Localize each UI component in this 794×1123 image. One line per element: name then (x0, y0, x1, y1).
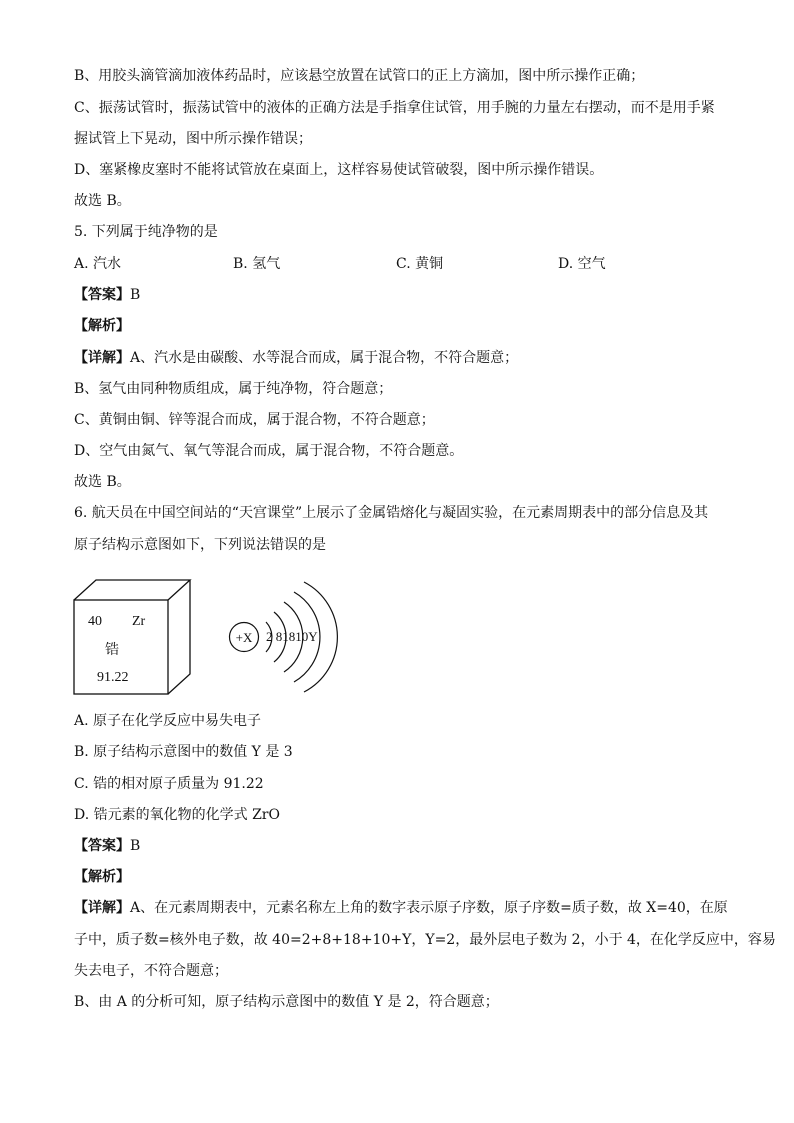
electron-counts: 2 81810Y (266, 629, 318, 644)
q5-conclusion: 故选 B。 (74, 474, 131, 490)
q6-stem: 6. 航天员在中国空间站的“天宫课堂”上展示了金属锆熔化与凝固实验，在元素周期表中的部分信息及其 (74, 505, 709, 521)
q6-detail-a (74, 898, 728, 918)
detail-text: A、在元素周期表中，元素名称左上角的数字表示原子序数，原子序数=质子数，故 X=40，在原 (130, 900, 728, 916)
nucleus-charge: +X (235, 630, 253, 645)
detail-text: A、汽水是由碳酸、水等混合而成，属于混合物，不符合题意； (130, 350, 519, 366)
q6-answer (74, 836, 140, 856)
answer-tag: 【答案】 (74, 838, 130, 854)
q6-option-c: C. 锆的相对原子质量为 91.22 (74, 776, 264, 792)
tile-top-face (74, 580, 190, 600)
q5-detail-a (74, 348, 518, 368)
detail-tag: 【详解】 (74, 900, 130, 916)
q5-detail-c: C、黄铜由铜、锌等混合而成，属于混合物，不符合题意； (74, 412, 435, 428)
q4-option-c-explanation-cont: 握试管上下晃动，图中所示操作错误； (74, 131, 312, 147)
q5-option-c: C. 黄铜 (396, 256, 444, 272)
q5-stem: 5. 下列属于纯净物的是 (74, 224, 218, 240)
q6-option-a: A. 原子在化学反应中易失电子 (74, 713, 262, 729)
q6-option-d: D. 锆元素的氧化物的化学式 ZrO (74, 807, 280, 823)
q5-option-a: A. 汽水 (74, 256, 122, 272)
q5-option-b: B. 氢气 (233, 256, 281, 272)
analysis-tag: 【解析】 (74, 318, 130, 334)
element-atomic-mass: 91.22 (97, 670, 129, 685)
q6-analysis-heading (74, 867, 130, 887)
answer-value: B (130, 838, 141, 854)
q4-conclusion: 故选 B。 (74, 193, 131, 209)
q5-analysis-heading (74, 316, 130, 336)
q5-detail-b: B、氢气由同种物质组成，属于纯净物，符合题意； (74, 381, 393, 397)
q4-option-d-explanation: D、塞紧橡皮塞时不能将试管放在桌面上，这样容易使试管破裂，图中所示操作错误。 (74, 162, 604, 178)
element-symbol: Zr (132, 614, 146, 629)
element-name: 锆 (105, 642, 119, 658)
element-atomic-number: 40 (88, 614, 102, 629)
q6-detail-a-cont2: 失去电子，不符合题意； (74, 963, 228, 979)
q5-answer (74, 285, 140, 305)
q6-detail-a-cont: 子中，质子数=核外电子数，故 40=2+8+18+10+Y，Y=2，最外层电子数为 2，小于 4，在化学反应中，容易 (74, 932, 776, 948)
answer-value: B (130, 287, 141, 303)
detail-tag: 【详解】 (74, 350, 130, 366)
q4-option-b-explanation: B、用胶头滴管滴加液体药品时，应该悬空放置在试管口的正上方滴加，图中所示操作正确； (74, 68, 645, 84)
analysis-tag: 【解析】 (74, 869, 130, 885)
q6-option-b: B. 原子结构示意图中的数值 Y 是 3 (74, 744, 293, 760)
element-tile-figure (70, 578, 200, 698)
q5-option-d: D. 空气 (558, 256, 606, 272)
q6-stem-cont: 原子结构示意图如下，下列说法错误的是 (74, 537, 326, 553)
q4-option-c-explanation: C、振荡试管时，振荡试管中的液体的正确方法是手指拿住试管，用手腕的力量左右摆动，而不是用手紧 (74, 100, 715, 116)
atomic-structure-diagram (226, 578, 346, 698)
q6-detail-b: B、由 A 的分析可知，原子结构示意图中的数值 Y 是 2，符合题意； (74, 994, 499, 1010)
answer-tag: 【答案】 (74, 287, 130, 303)
q5-detail-d: D、空气由氮气、氧气等混合而成，属于混合物，不符合题意。 (74, 443, 464, 459)
